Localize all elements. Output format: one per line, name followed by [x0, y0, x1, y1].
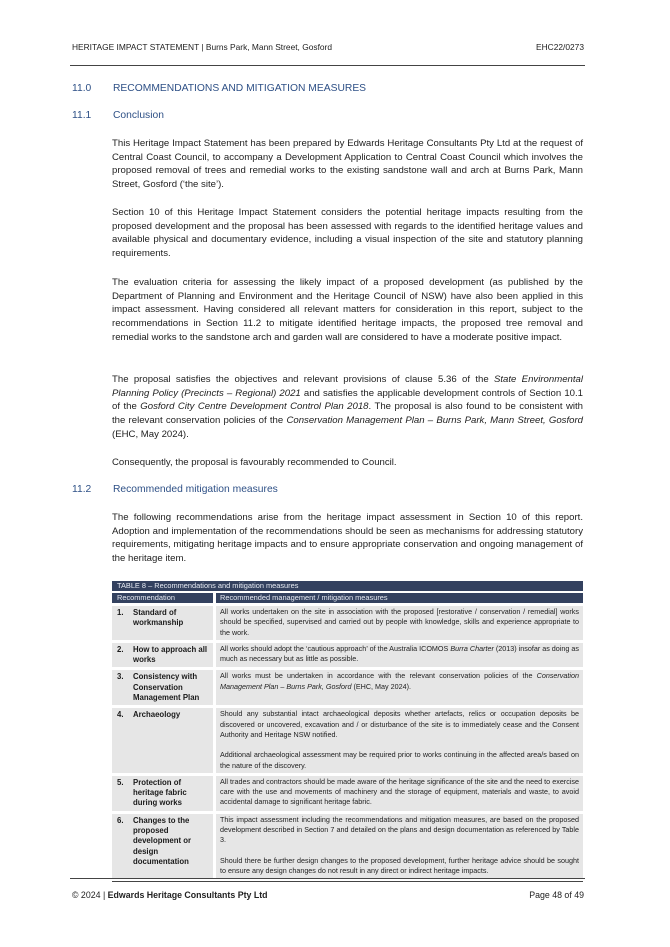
row-measure-text-2: Should there be further design changes to the proposed development, further heritage advice should be sought to ensure any design changes do not result in any direct or indirect heritage impacts. [220, 855, 579, 875]
row-recommendation: Protection of heritage fabric during works [130, 776, 213, 811]
section-title: RECOMMENDATIONS AND MITIGATION MEASURES [113, 83, 367, 94]
p4-text-a: The proposal satisfies the objectives and relevant provisions of clause 5.36 of the [112, 374, 494, 385]
subsection-title: Recommended mitigation measures [113, 484, 278, 495]
table-row [112, 814, 583, 878]
row-measure-text: This impact assessment including the recommendations and mitigation measures, are based on the proposed development described in Section 7 and detailed on the plans and design documentation as referenced by Table 3. [220, 814, 579, 845]
row-number: 5. [112, 776, 130, 811]
footer-copy-text: © 2024 | [72, 890, 108, 900]
paragraph-1: This Heritage Impact Statement has been prepared by Edwards Heritage Consultants Pty Ltd at the request of Central Coast Council, to accompany a Development Application to Central Coast Council which involves the proposed removal of trees and remedial works to the existing sandstone wall and arch at Burns Park, Mann Street, Gosford (‘the site’). [112, 138, 583, 191]
row-recommendation: Standard of workmanship [130, 606, 213, 640]
recommendations-table [112, 581, 583, 882]
row-measure-text: Should any substantial intact archaeological deposits whether artefacts, relics or occupation deposits be discovered or uncovered, excavation and / or disturbance of the site is to immediately cease and the Consent Authority and Heritage NSW notified. [220, 709, 579, 739]
row-measure [216, 643, 583, 668]
table-header-measures: Recommended management / mitigation measures [216, 593, 583, 603]
table-row [112, 708, 583, 772]
row-recommendation: How to approach all works [130, 643, 213, 668]
subsection-number: 11.2 [72, 484, 92, 495]
p4-text-g: (EHC, May 2024). [112, 428, 189, 440]
row-measure-text-2: Additional archaeological assessment may be required prior to works continuing in the affected area/s based on the nature of the discovery. [220, 750, 579, 770]
table-row [112, 606, 583, 640]
table-row [112, 776, 583, 811]
row-text-a: All works must be undertaken in accordance with the relevant conservation policies of the [220, 671, 537, 681]
p4-dcp-title: Gosford City Centre Development Control Plan 2018 [140, 401, 369, 413]
row-recommendation: Changes to the proposed development or design documentation [130, 814, 213, 878]
row-recommendation: Consistency with Conservation Management Plan [130, 670, 213, 705]
p4-text-c: and satisfies the applicable development controls of Section 10.1 of the [112, 387, 583, 413]
row-number: 1. [112, 606, 130, 640]
table-header-recommendation: Recommendation [112, 593, 213, 603]
table-bottom-rule [112, 881, 583, 882]
row-number: 2. [112, 643, 130, 668]
table-row [112, 643, 583, 668]
row-recommendation: Archaeology [130, 708, 213, 772]
row-measure-text: All works undertaken on the site in association with the proposed [restorative / conservation / remedial] works should be specified, supervised and carried out by people with knowledge, skills and experience appropriate to the work. [220, 607, 579, 637]
table-header-row [112, 593, 583, 603]
footer-rule [70, 878, 585, 879]
row-text-italic: Burra Charter [450, 643, 494, 653]
row-measure [216, 606, 583, 640]
row-measure-text: All trades and contractors should be made aware of the heritage significance of the site and the need to exercise care with the use and movements of machinery and the storage of equipment, materials and waste, to avoid accidental damage to significant heritage fabric. [220, 776, 579, 807]
row-measure-text [220, 644, 579, 665]
paragraph-3: The evaluation criteria for assessing the likely impact of a proposed development (as published by the Department of Planning and Environment and the Heritage Council of NSW) have also been applied in this impact assessment. Having considered all relevant matters for consideration in this report, subject to the recommendations in Section 11.2 to mitigate identified heritage impacts, the proposed tree removal and remedial works to the sandstone arch and garden wall are considered to have a moderate positive impact. [112, 277, 583, 343]
row-number: 4. [112, 708, 130, 772]
p4-sepp-title: State Environmental Planning Policy (Precincts – Regional) 2021 [112, 374, 583, 399]
table-caption: TABLE 8 – Recommendations and mitigation measures [112, 581, 583, 591]
row-number: 3. [112, 670, 130, 705]
footer-page-number: Page 48 of 49 [529, 890, 584, 900]
row-number: 6. [112, 814, 130, 878]
subsection-number: 11.1 [72, 110, 92, 121]
row-measure [216, 670, 583, 705]
row-measure [216, 776, 583, 811]
row-text-c: (EHC, May 2024). [351, 681, 411, 691]
row-text-c: (2013) insofar as doing as much as necessary but as little as possible. [220, 643, 579, 664]
row-measure [216, 708, 583, 772]
table-row [112, 670, 583, 705]
subsection-title: Conclusion [113, 110, 164, 121]
paragraph-5: Consequently, the proposal is favourably recommended to Council. [112, 457, 397, 468]
row-text-a: All works should adopt the ‘cautious approach’ of the Australia ICOMOS [220, 643, 451, 653]
paragraph-2: Section 10 of this Heritage Impact Statement considers the potential heritage impacts resulting from the proposed development and the proposal has been assessed with regards to the identified heritage values and available physical and documentary evidence, including a visual inspection of the site and statutory planning requirements. [112, 207, 583, 260]
header-title: HERITAGE IMPACT STATEMENT | Burns Park, Mann Street, Gosford [72, 42, 333, 52]
footer-company: Edwards Heritage Consultants Pty Ltd [107, 890, 268, 900]
section-number: 11.0 [72, 83, 92, 94]
p4-cmp-title: Conservation Management Plan – Burns Park, Mann Street, Gosford [286, 415, 583, 427]
paragraph-6: The following recommendations arise from the heritage impact assessment in Section 10 of this report. Adoption and implementation of the recommendations should be seen as mechanisms for addressing statutory requirements, mitigating heritage impacts and to ensure appropriate conservation and ongoing management of the heritage item. [112, 512, 583, 565]
p4-text-e: . The proposal is also found to be consistent with the relevant conservation policies of the [112, 401, 584, 427]
footer-copyright [72, 890, 268, 900]
row-text-italic: Conservation Management Plan – Burns Park, Gosford [220, 671, 579, 691]
row-measure [216, 814, 583, 878]
paragraph-4 [112, 373, 583, 442]
row-measure-text [220, 671, 579, 692]
header-reference: EHC22/0273 [536, 42, 584, 52]
header-rule [70, 65, 585, 66]
